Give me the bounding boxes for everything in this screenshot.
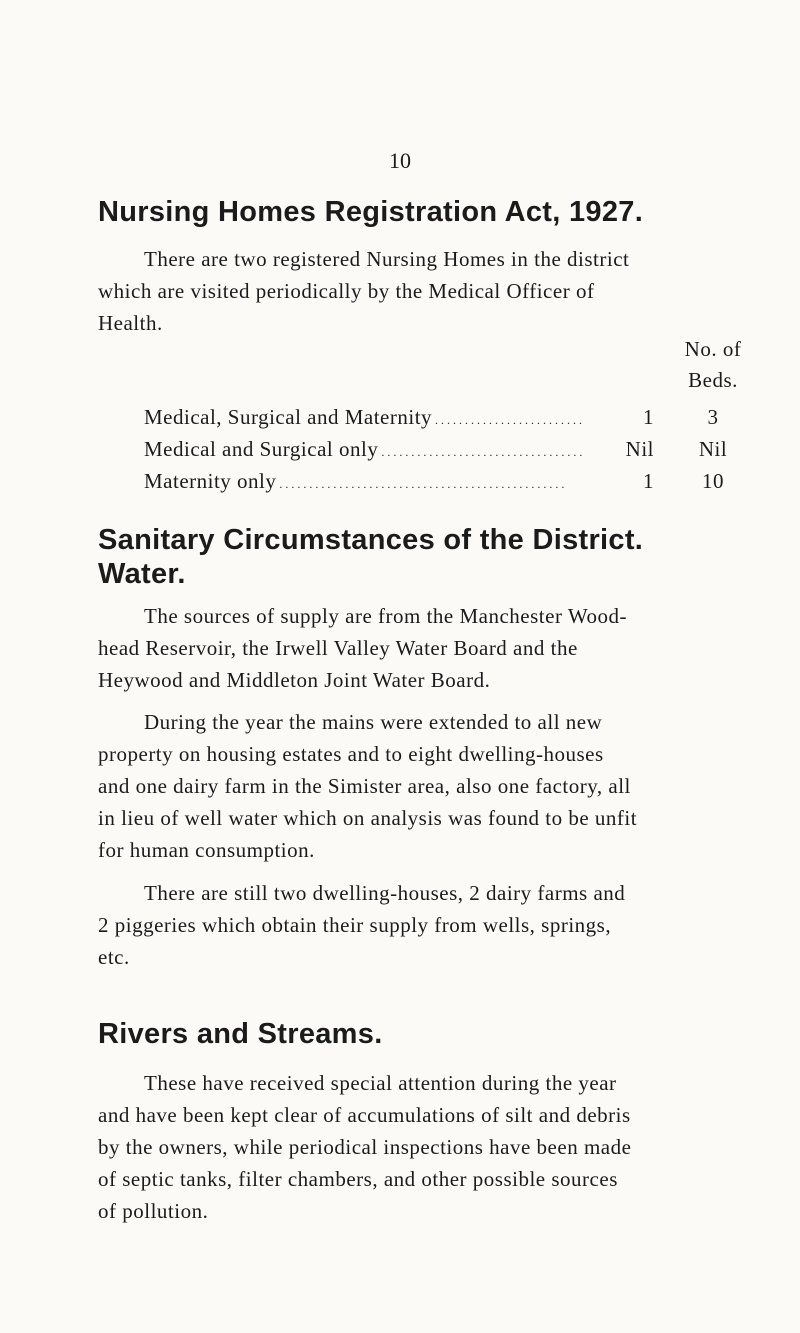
beds-header-line: No. of [684, 337, 742, 361]
sanitary-heading: Sanitary Circumstances of the District. [98, 524, 644, 556]
homes-count: 1 [643, 405, 654, 429]
paragraph-line: There are still two dwelling-houses, 2 dairy farms and [144, 881, 626, 905]
paragraph-line: by the owners, while periodical inspections have been made [98, 1135, 632, 1159]
beds-count: 10 [702, 469, 724, 493]
beds-column-header [682, 334, 744, 396]
paragraph-line: Heywood and Middleton Joint Water Board. [98, 668, 491, 692]
mains-extension-paragraph [98, 706, 770, 866]
paragraph-line: of pollution. [98, 1199, 209, 1223]
paragraph-line: Health. [98, 311, 163, 335]
beds-count: Nil [698, 437, 728, 461]
beds-header-line: Beds. [688, 368, 738, 392]
paragraph-line: in lieu of well water which on analysis was found to be unfit [98, 806, 638, 830]
home-type-label: Medical and Surgical only . . . [144, 434, 584, 467]
table-row [144, 434, 744, 464]
home-type-label: Maternity only . . . [144, 466, 584, 499]
beds-count: 3 [707, 405, 719, 429]
paragraph-line: which are visited periodically by the Medical Officer of [98, 279, 595, 303]
homes-count: 1 [643, 469, 654, 493]
nursing-homes-intro [98, 243, 770, 339]
paragraph-line: for human consumption. [98, 838, 315, 862]
water-subheading: Water. [98, 558, 186, 590]
paragraph-line: etc. [98, 945, 130, 969]
paragraph-line: and have been kept clear of accumulations of silt and debris [98, 1103, 631, 1127]
paragraph-line: These have received special attention during the year [144, 1071, 617, 1095]
table-row [144, 466, 744, 496]
paragraph-line: The sources of supply are from the Manchester Wood- [144, 604, 627, 628]
page-number: 10 [389, 148, 411, 173]
paragraph-line: head Reservoir, the Irwell Valley Water Board and the [98, 636, 578, 660]
rivers-paragraph [98, 1067, 770, 1227]
paragraph-line: During the year the mains were extended to all new [144, 710, 603, 734]
table-row [144, 402, 744, 432]
rivers-heading: Rivers and Streams. [98, 1018, 383, 1050]
paragraph-line: There are two registered Nursing Homes in the district [144, 247, 630, 271]
paragraph-line: of septic tanks, filter chambers, and other possible sources [98, 1167, 618, 1191]
water-sources-paragraph [98, 600, 770, 696]
paragraph-line: and one dairy farm in the Simister area, also one factory, all [98, 774, 631, 798]
paragraph-line: property on housing estates and to eight dwelling-houses [98, 742, 604, 766]
homes-count: Nil [625, 437, 654, 461]
home-type-label: Medical, Surgical and Maternity . . . [144, 402, 584, 435]
paragraph-line: 2 piggeries which obtain their supply from wells, springs, [98, 913, 612, 937]
well-supply-paragraph [98, 877, 770, 973]
nursing-homes-heading: Nursing Homes Registration Act, 1927. [98, 196, 644, 228]
